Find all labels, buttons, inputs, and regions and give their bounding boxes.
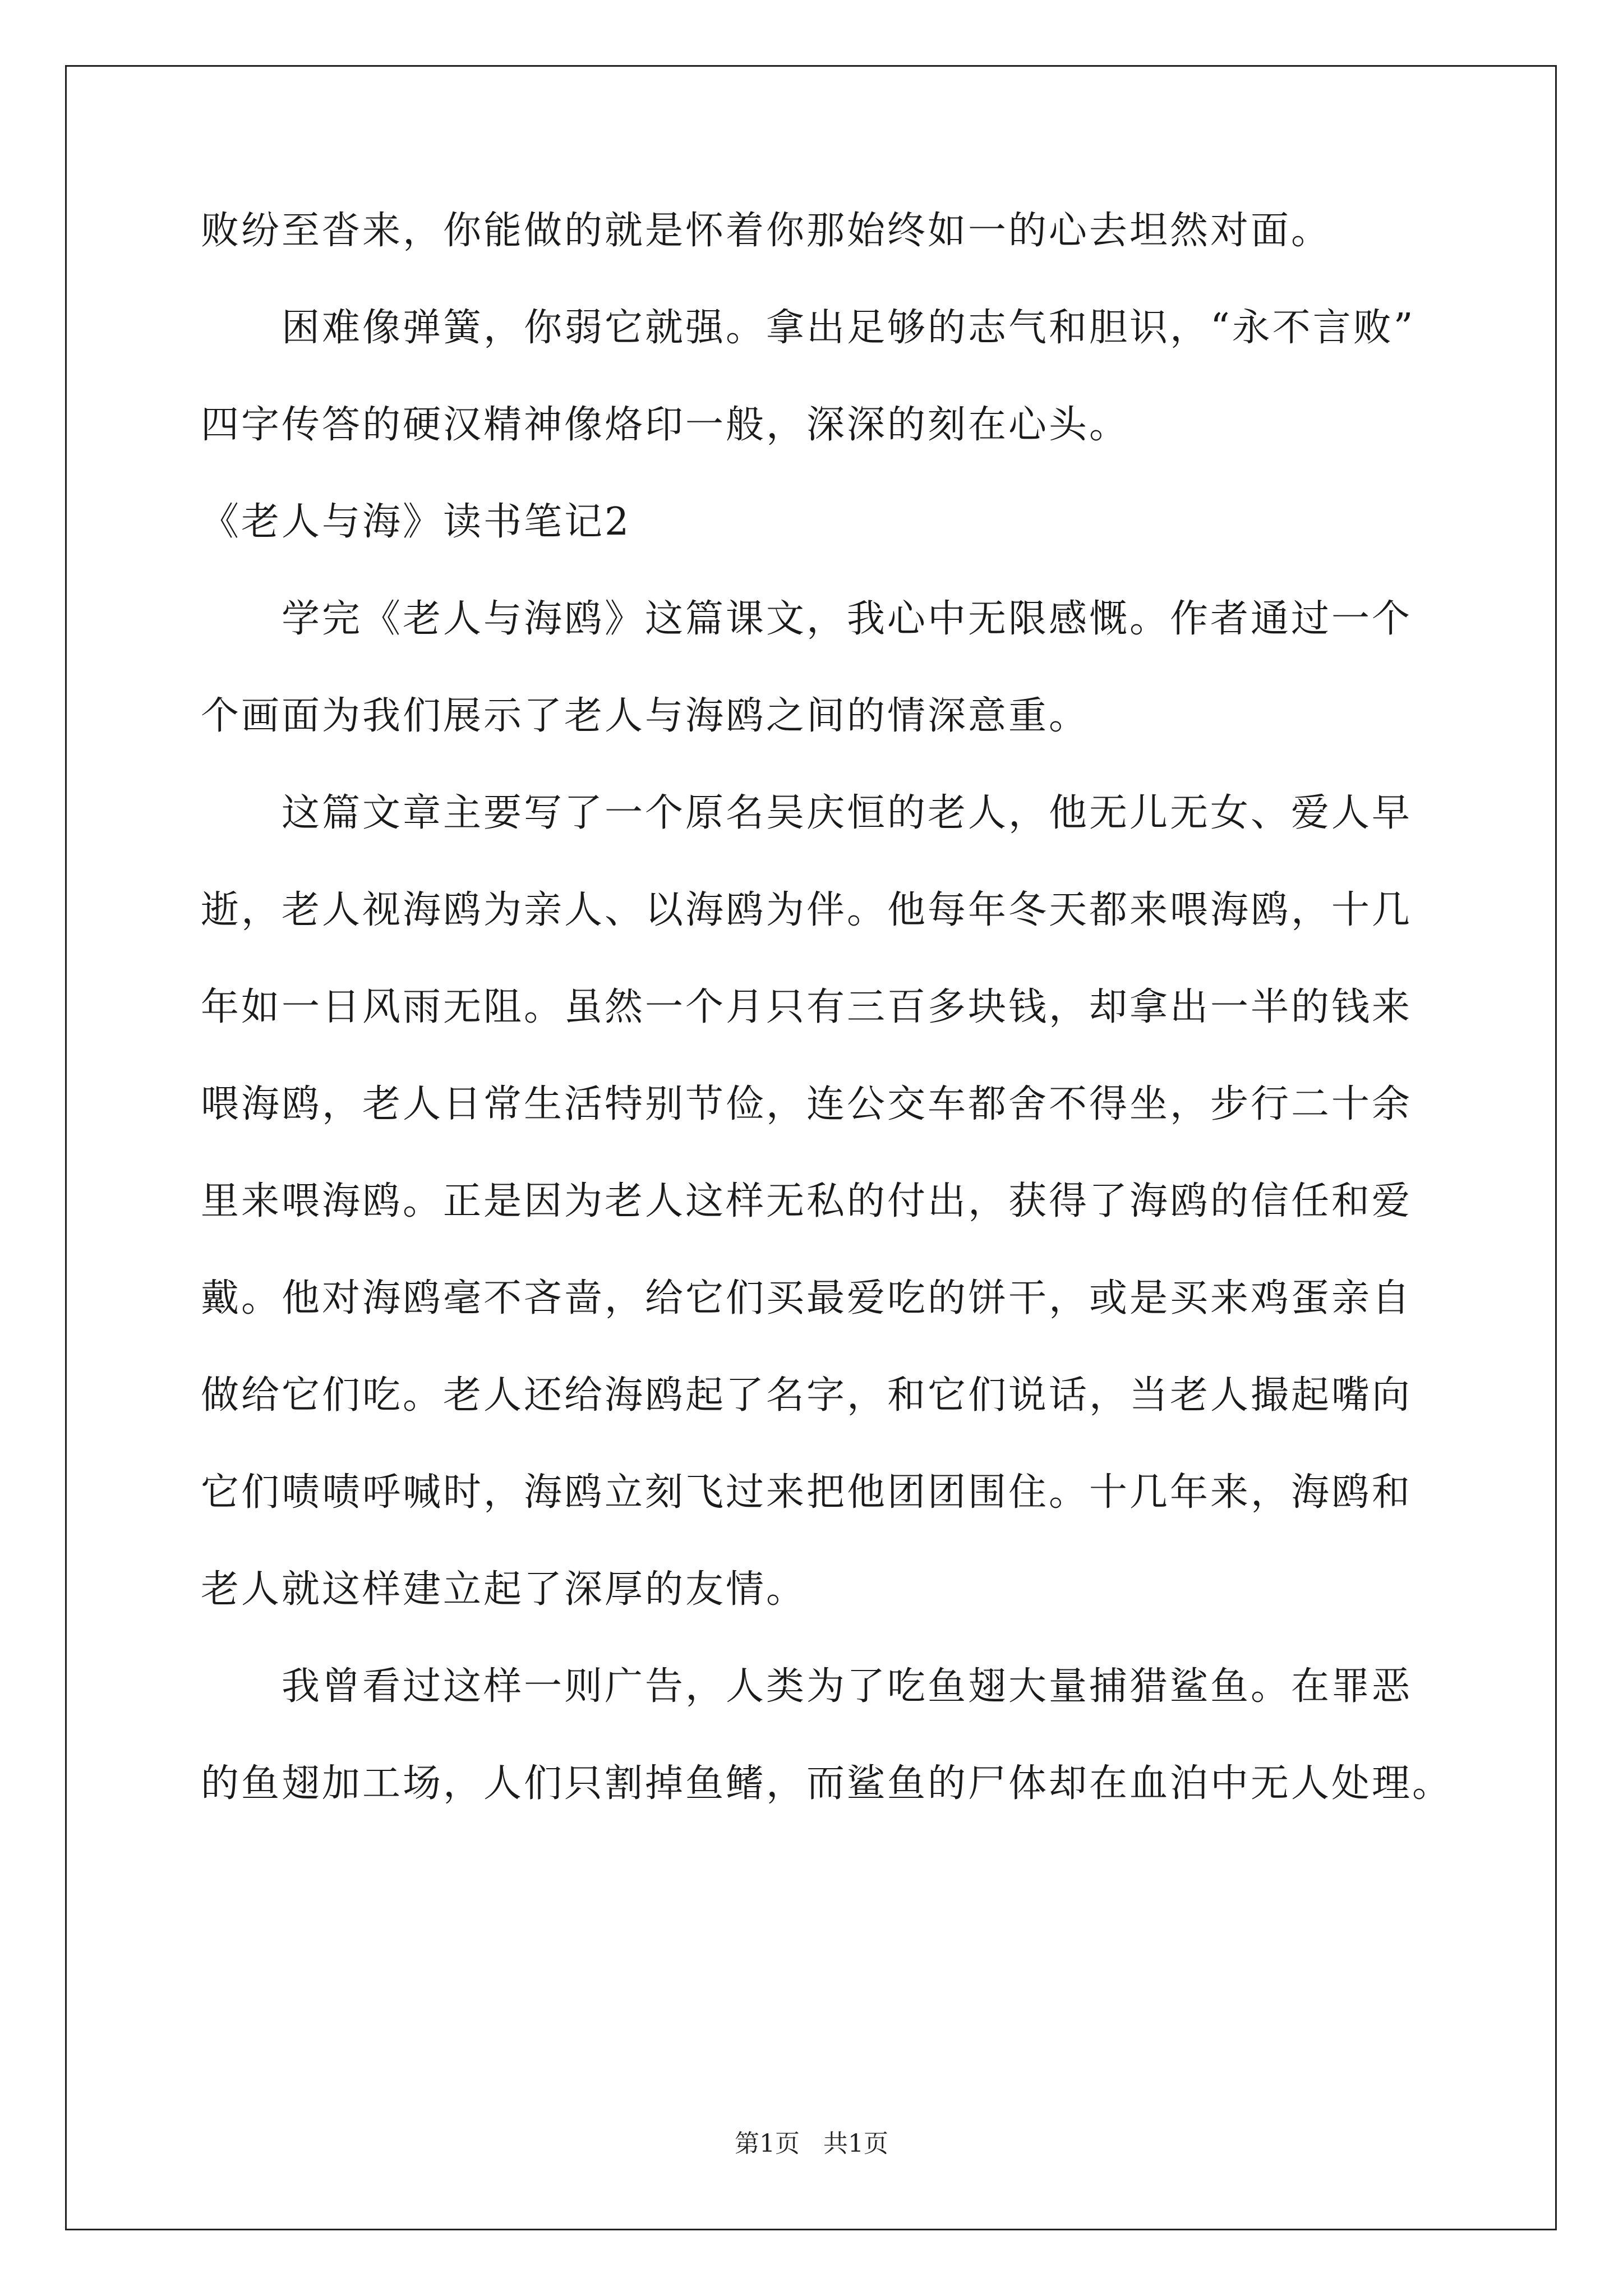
- text-line: 学完《老人与海鸥》这篇课文，我心中无限感慨。作者通过一个: [282, 597, 1413, 641]
- text-line: 这篇文章主要写了一个原名吴庆恒的老人，他无儿无女、爱人早: [282, 791, 1413, 835]
- text-line: 我曾看过这样一则广告，人类为了吃鱼翅大量捕猎鲨鱼。在罪恶: [282, 1664, 1413, 1709]
- text-line: 做给它们吃。老人还给海鸥起了名字，和它们说话，当老人撮起嘴向: [201, 1373, 1413, 1418]
- text-line: 四字传答的硬汉精神像烙印一般，深深的刻在心头。: [201, 403, 1130, 447]
- text-line: 它们啧啧呼喊时，海鸥立刻飞过来把他团团围住。十几年来，海鸥和: [201, 1470, 1413, 1515]
- text-line: 喂海鸥，老人日常生活特别节俭，连公交车都舍不得坐，步行二十余: [201, 1082, 1413, 1126]
- text-line: 戴。他对海鸥毫不吝啬，给它们买最爱吃的饼干，或是买来鸡蛋亲自: [201, 1276, 1413, 1320]
- text-line: 逝，老人视海鸥为亲人、以海鸥为伴。他每年冬天都来喂海鸥，十几: [201, 888, 1413, 932]
- page-footer: 第1页 共1页: [735, 2129, 888, 2158]
- section-heading: 《老人与海》读书笔记2: [201, 500, 631, 544]
- text-line: 困难像弹簧，你弱它就强。拿出足够的志气和胆识，“永不言败”: [282, 306, 1415, 350]
- text-line: 年如一日风雨无阻。虽然一个月只有三百多块钱，却拿出一半的钱来: [201, 985, 1413, 1029]
- text-line: 的鱼翅加工场，人们只割掉鱼鳍，而鲨鱼的尸体却在血泊中无人处理。: [201, 1761, 1453, 1806]
- text-line: 败纷至沓来，你能做的就是怀着你那始终如一的心去坦然对面。: [201, 209, 1332, 253]
- document-body: [201, 209, 1453, 1862]
- text-line: 里来喂海鸥。正是因为老人这样无私的付出，获得了海鸥的信任和爱: [201, 1179, 1413, 1223]
- text-line: 老人就这样建立起了深厚的友情。: [201, 1567, 807, 1612]
- text-line: 个画面为我们展示了老人与海鸥之间的情深意重。: [201, 694, 1090, 738]
